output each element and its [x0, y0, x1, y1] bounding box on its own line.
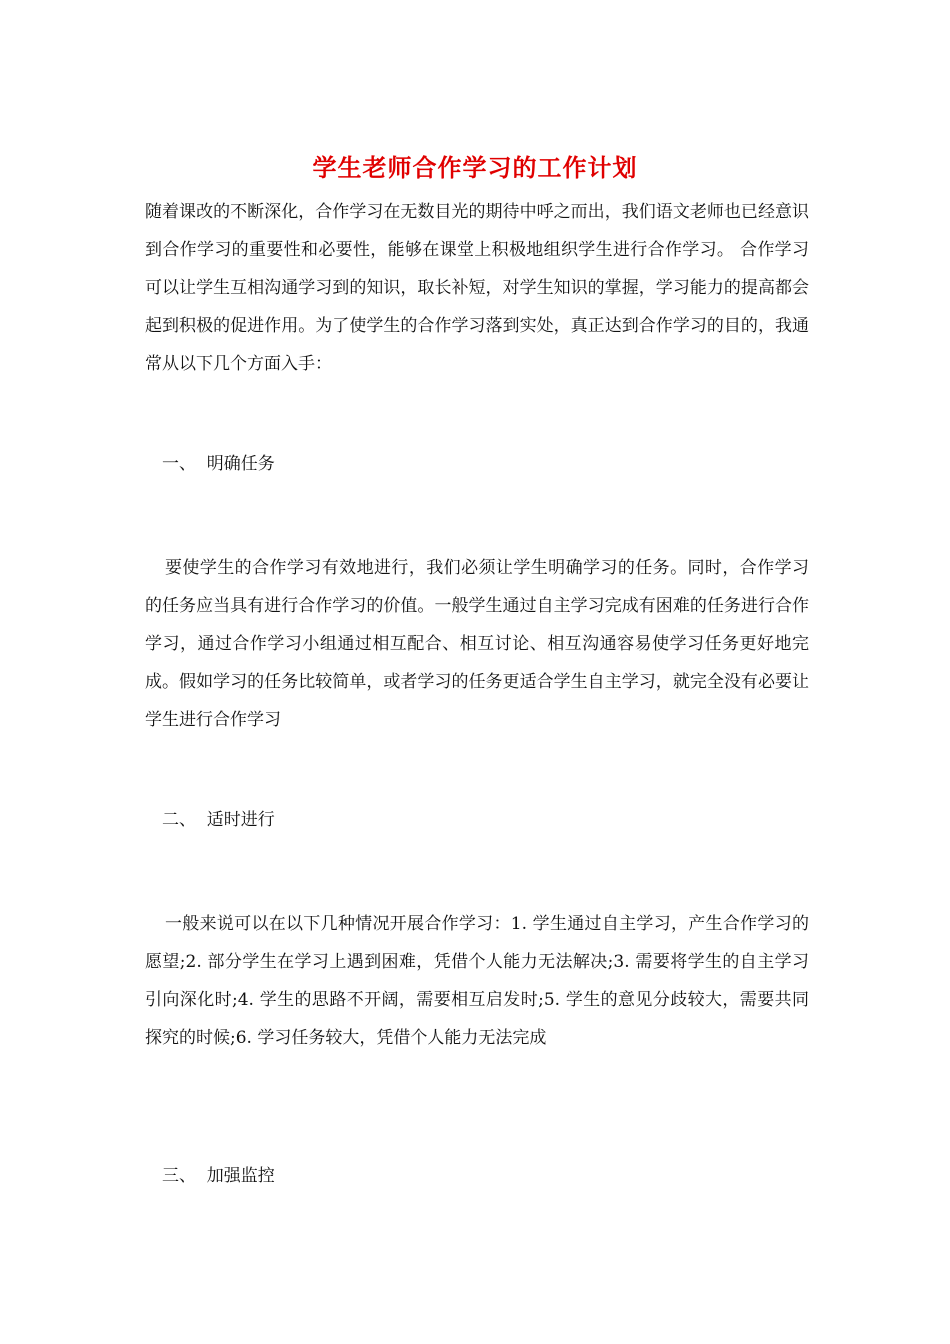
section-heading-1: 一、 明确任务: [162, 454, 275, 474]
document-title: 学生老师合作学习的工作计划: [312, 153, 638, 182]
section-body-2: 一般来说可以在以下几种情况开展合作学习：1. 学生通过自主学习，产生合作学习的愿望;2. 部分学生在学习上遇到困难，凭借个人能力无法解决;3. 需要将学生的自主学习引向深化时;4. 学生的思路不开阔，需要相互启发时;5. 学生的意见分歧较大，需要共同探究的时候;6. 学习任务较大，凭借个人能力无法完成: [145, 914, 809, 1048]
intro-paragraph: 随着课改的不断深化，合作学习在无数目光的期待中呼之而出，我们语文老师也已经意识到合作学习的重要性和必要性，能够在课堂上积极地组织学生进行合作学习。 合作学习可以让学生互相沟通学习到的知识，取长补短，对学生知识的掌握，学习能力的提高都会起到积极的促进作用。为了使学生的合作学习落到实处，真正达到合作学习的目的，我通常从以下几个方面入手：: [145, 202, 809, 374]
section-heading-2: 二、 适时进行: [162, 810, 275, 830]
section-heading-3: 三、 加强监控: [162, 1166, 275, 1186]
section-body-1: 要使学生的合作学习有效地进行，我们必须让学生明确学习的任务。同时，合作学习的任务应当具有进行合作学习的价值。一般学生通过自主学习完成有困难的任务进行合作学习，通过合作学习小组通过相互配合、相互讨论、相互沟通容易使学习任务更好地完成。假如学习的任务比较简单，或者学习的任务更适合学生自主学习，就完全没有必要让学生进行合作学习: [145, 558, 809, 730]
